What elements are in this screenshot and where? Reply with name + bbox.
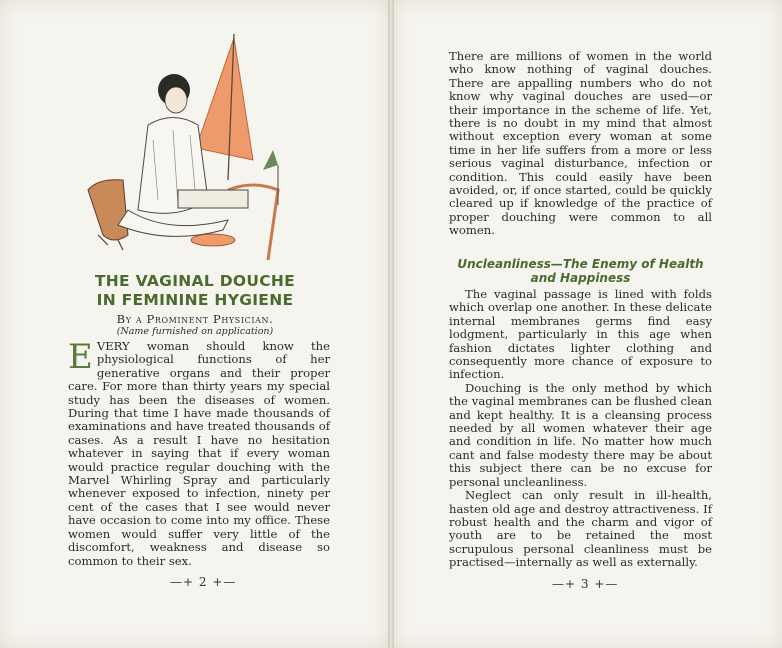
page-number-left: —+ 2 +— <box>170 575 237 589</box>
right-paragraph-3: Douching is the only method by which the vaginal membranes can be flushed clean and kept healthy. It is a cleansing process needed by all women whatever their age and condition in life. No matter how much cant and false modesty there may be about this subject there can be no excuse for personal uncleanliness. <box>449 380 712 489</box>
left-body-text <box>68 337 330 568</box>
author-byline: By a Prominent Physician. <box>116 312 274 326</box>
author-note: (Name furnished on application) <box>116 326 274 337</box>
right-paragraph-2: The vaginal passage is lined with folds which overlap one another. In these delicate internal membranes germs find easy lodgment, particularly in this age when fashion dictates lighter clothing and consequently more chance of exposure to infection. <box>449 287 712 382</box>
right-body-text <box>449 288 712 570</box>
left-body-paragraph: VERY woman should know the physiological functions of her generative organs and their proper care. For more than thirty years my special study has been the diseases of women. During that time I have made thousands of examinations and have treated thousands of cases. As a result I have no hesitation whatever in saying that if every woman would practice regular douching with the Marvel Whirling Spray and particularly whenever exposed to infection, ninety per cent of the cases that I see would never have occasion to come into my office. These women would suffer very little of the discomfort, weakness and disease so common to their sex. <box>68 339 330 568</box>
page-number-right: —+ 3 +— <box>552 577 619 591</box>
left-page <box>0 0 388 648</box>
article-title-line-1: THE VAGINAL DOUCHE <box>94 272 296 290</box>
right-paragraph-1: There are millions of women in the world who know nothing of vaginal douches. There are appalling numbers who do not know why vaginal douches are used—or their importance in the scheme of life. Yet, there is no doubt in my mind that almost without exception every woman at some time in her life suffers from a more or less serious vaginal disturbance, infection or condition. This could easily have been avoided, or, if once started, could be quickly cleared up if knowledge of the practice of proper douching were common to all women. <box>449 49 712 238</box>
section-heading: Uncleanliness—The Enemy of Health and Happiness <box>457 257 704 285</box>
right-paragraph-4: Neglect can only result in ill-health, hasten old age and destroy attractiveness. If robust health and the charm and vigor of youth are to be retained the most scrupulous personal cleanliness must be practised—internally as well as externally. <box>449 488 712 570</box>
article-title-line-2: IN FEMININE HYGIENE <box>96 291 294 309</box>
woman-with-parasol-illustration <box>78 30 318 270</box>
drop-cap: E <box>68 337 93 377</box>
